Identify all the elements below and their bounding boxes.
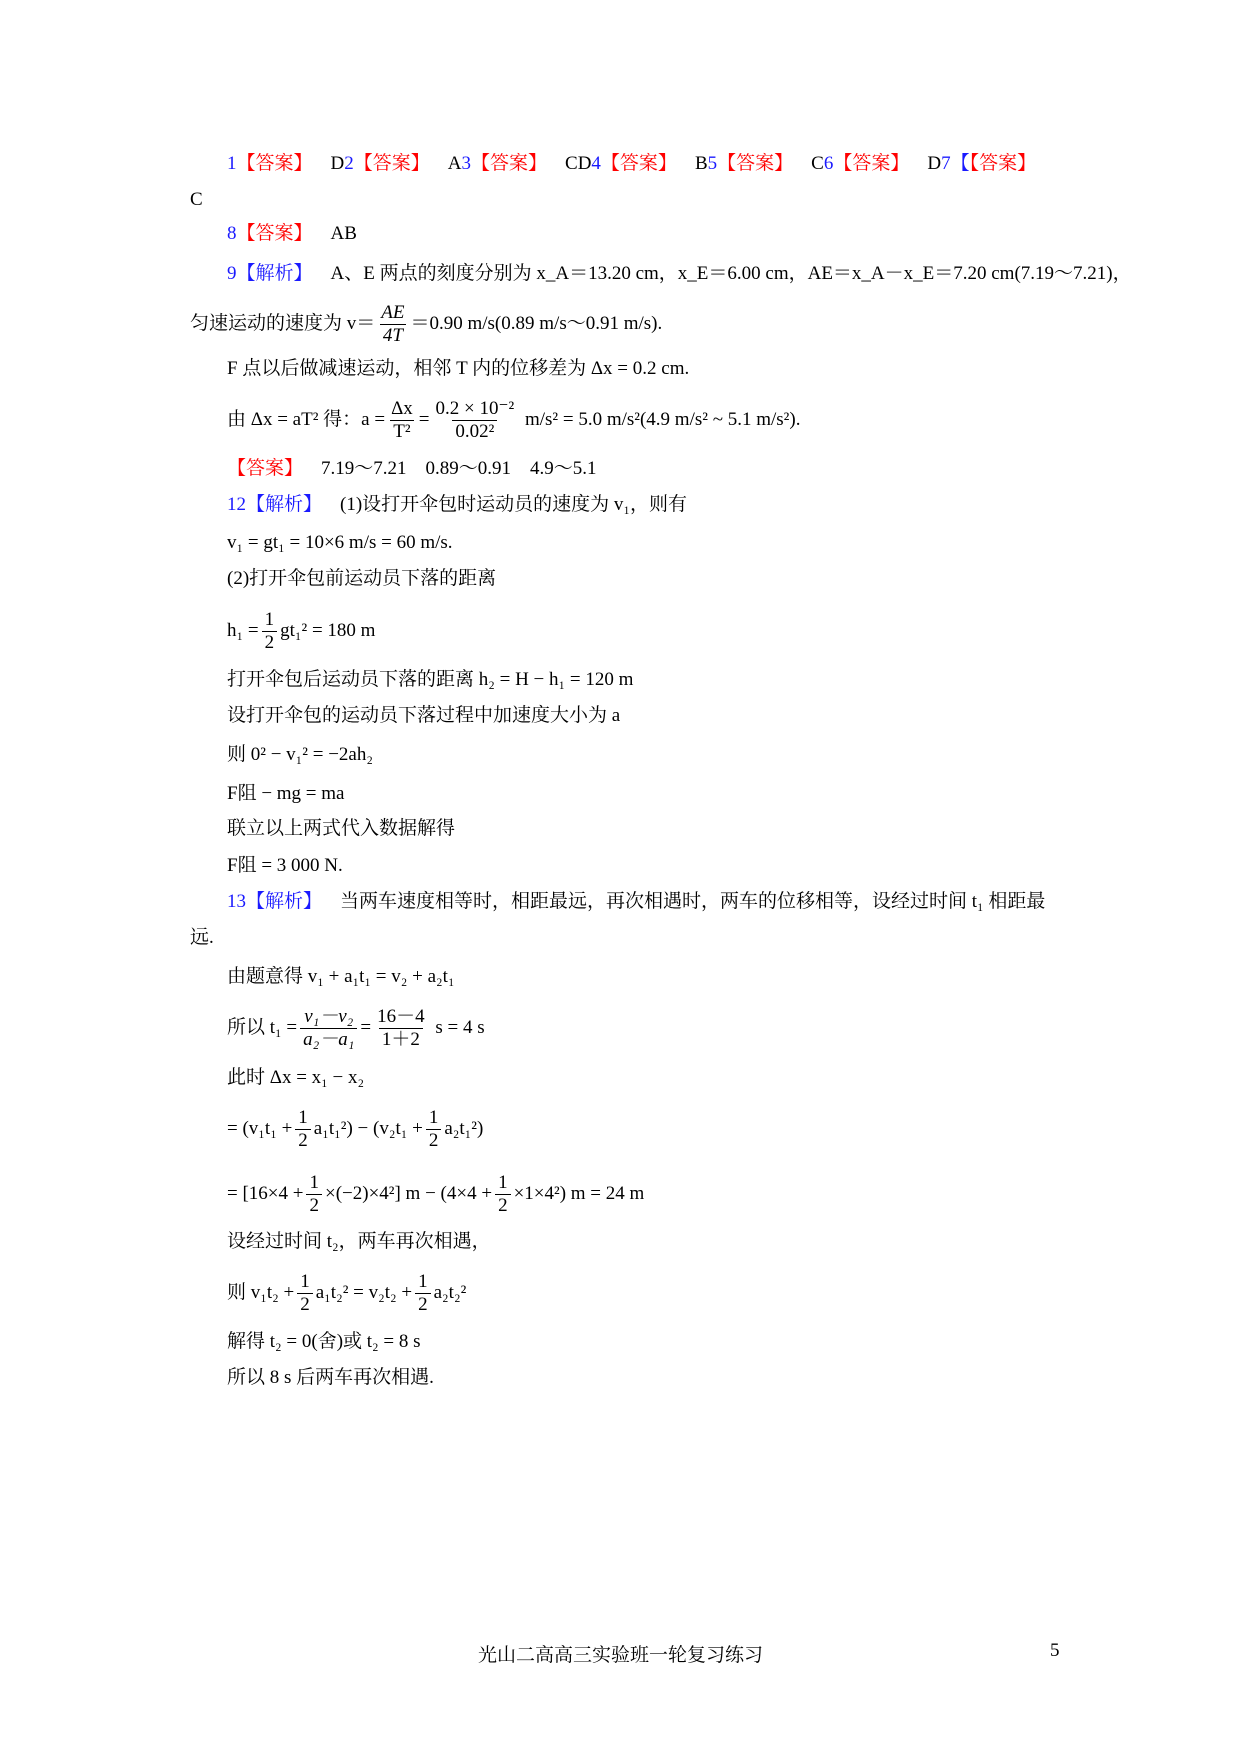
answer-value: D	[927, 153, 942, 174]
fraction	[426, 1107, 442, 1152]
numerator: 1	[428, 1107, 439, 1128]
q8-line	[227, 222, 357, 246]
denominator: 2	[426, 1129, 442, 1152]
text: ×(−2)×4²] m − (4×4 +	[324, 1182, 493, 1204]
numerator: Δx	[391, 398, 413, 419]
bracket: 【	[950, 153, 970, 174]
text: =	[418, 408, 430, 430]
answer-tag: 【答案】	[236, 153, 313, 174]
text: a₂t₁²)	[444, 1117, 484, 1139]
denominator: 2	[306, 1194, 322, 1217]
q12-intro	[227, 493, 687, 517]
denominator: T²	[390, 420, 413, 443]
q-num: 13	[227, 891, 246, 912]
fraction	[388, 398, 416, 443]
fraction	[378, 302, 407, 347]
fraction	[262, 609, 278, 654]
text: 由 Δx = aT² 得：a =	[227, 408, 386, 430]
q-num: 2	[344, 153, 354, 174]
text: 则 v₁t₂ +	[227, 1281, 295, 1303]
denominator: 2	[495, 1194, 511, 1217]
q13-l9: 所以 8 s 后两车再次相遇.	[227, 1367, 434, 1388]
q13-l4	[227, 1107, 483, 1152]
text: ＝0.90 m/s(0.89 m/s～0.91 m/s).	[410, 312, 663, 334]
fraction	[295, 1107, 311, 1152]
fraction	[374, 1006, 428, 1051]
answer-tag: 【答案】	[353, 153, 430, 174]
numerator: 1	[264, 609, 275, 630]
fraction	[495, 1172, 511, 1217]
answer-tag: 【答案】	[833, 153, 910, 174]
q13-l7	[227, 1271, 466, 1316]
numerator: 1	[418, 1271, 428, 1292]
numerator: AE	[381, 302, 405, 323]
analysis-tag: 【解析】	[236, 263, 313, 284]
q13-l8: 解得 t₂ = 0(舍)或 t₂ = 8 s	[227, 1331, 421, 1352]
q-num: 4	[591, 153, 601, 174]
fraction	[306, 1172, 322, 1217]
text: 匀速运动的速度为 v＝	[190, 312, 376, 334]
q12-l3	[227, 609, 375, 654]
fraction	[300, 1006, 357, 1051]
q13-intro-cont: 远.	[190, 927, 214, 948]
q13-intro	[227, 890, 1045, 914]
q-num: 9	[227, 263, 237, 284]
q12-l6: 则 0² − v₁² = −2ah₂	[227, 744, 373, 765]
answer-tag: 【答案】	[227, 458, 304, 479]
q-num: 1	[227, 153, 237, 174]
fraction	[297, 1271, 313, 1316]
analysis-tag: 【解析】	[246, 891, 323, 912]
q13-l2	[227, 1006, 485, 1051]
q13-l1: 由题意得 v₁ + a₁t₁ = v₂ + a₂t₁	[227, 966, 455, 987]
numerator: 1	[298, 1107, 308, 1128]
q9-line3: F 点以后做减速运动，相邻 T 内的位移差为 Δx = 0.2 cm.	[227, 358, 690, 379]
q12-l2: (2)打开伞包前运动员下落的距离	[227, 568, 497, 589]
answer-tag: 【答案】	[600, 153, 677, 174]
text: = [16×4 +	[227, 1182, 304, 1204]
q-num: 7	[941, 153, 951, 174]
answer-value: A	[447, 153, 462, 174]
q-num: 6	[823, 153, 834, 174]
fraction	[433, 398, 518, 443]
numerator: 0.2 × 10⁻²	[435, 398, 515, 419]
q-num: 5	[707, 153, 718, 174]
text: a₁t₂² = v₂t₂ +	[315, 1281, 413, 1303]
denominator: 4T	[380, 324, 406, 347]
q9-line1	[227, 262, 1132, 286]
q12-l4: 打开伞包后运动员下落的距离 h₂ = H − h₁ = 120 m	[227, 669, 634, 690]
q13-l5	[227, 1172, 644, 1217]
q12-l7: F阻 − mg = ma	[227, 783, 345, 804]
text: m/s² = 5.0 m/s²(4.9 m/s² ~ 5.1 m/s²).	[524, 408, 801, 430]
denominator: 1＋2	[379, 1028, 423, 1051]
text: s = 4 s	[435, 1016, 485, 1038]
text: A、E 两点的刻度分别为 x_A＝13.20 cm，x_E＝6.00 cm，AE＝x_A－x_E＝7.20 cm(7.19～7.21)，	[330, 263, 1132, 284]
numerator: 16－4	[377, 1006, 425, 1027]
q9-answer	[227, 457, 597, 481]
numerator: v₁－v₂	[304, 1006, 354, 1027]
text: a₁t₁²) − (v₂t₁ +	[313, 1117, 423, 1139]
numerator: 1	[498, 1172, 508, 1193]
text: a₂t₂²	[433, 1281, 467, 1303]
denominator: a₂－a₁	[300, 1028, 357, 1051]
answer-tag: 【答案】	[471, 153, 548, 174]
denominator: 2	[295, 1129, 311, 1152]
q-num: 8	[227, 223, 237, 244]
text: 所以 t₁ =	[227, 1016, 298, 1038]
numerator: 1	[300, 1271, 310, 1292]
q13-l3: 此时 Δx = x₁ − x₂	[227, 1067, 365, 1088]
answer-value: CD	[565, 153, 592, 174]
q9-line4	[227, 398, 800, 443]
text: (1)设打开伞包时运动员的速度为 v₁，则有	[340, 494, 688, 515]
q12-l5: 设打开伞包的运动员下落过程中加速度大小为 a	[227, 705, 621, 726]
text: 当两车速度相等时，相距最远，再次相遇时，两车的位移相等，设经过时间 t₁ 相距最	[340, 891, 1046, 912]
text: gt₁² = 180 m	[280, 619, 376, 641]
analysis-tag: 【解析】	[246, 494, 323, 515]
answer-tag: 【答案】	[236, 223, 313, 244]
answer-value: C	[811, 153, 824, 174]
q12-l1: v₁ = gt₁ = 10×6 m/s = 60 m/s.	[227, 532, 453, 553]
text: = (v₁t₁ +	[227, 1117, 293, 1139]
denominator: 2	[415, 1293, 431, 1316]
q12-l8: 联立以上两式代入数据解得	[227, 818, 456, 839]
footer-title: 光山二高高三实验班一轮复习练习	[477, 1645, 763, 1666]
text: ×1×4²) m = 24 m	[513, 1182, 645, 1204]
q7-answer: C	[190, 189, 203, 210]
q-num: 12	[227, 494, 246, 515]
answer-value: 7.19～7.21 0.89～0.91 4.9～5.1	[321, 458, 597, 479]
answer-value: D	[330, 153, 345, 174]
q12-l9: F阻 = 3 000 N.	[227, 855, 343, 876]
q-num: 3	[461, 153, 471, 174]
answer-tag: 【答案】	[717, 153, 794, 174]
answer-value: AB	[330, 223, 357, 244]
answer-value: B	[694, 153, 708, 174]
denominator: 2	[262, 631, 278, 654]
q9-line2	[190, 302, 662, 347]
denominator: 2	[297, 1293, 313, 1316]
q13-l6: 设经过时间 t₂，两车再次相遇，	[227, 1231, 491, 1252]
text: h₁ =	[227, 619, 259, 641]
answer-tag: 【答案】	[969, 153, 1037, 174]
page-number: 5	[1050, 1640, 1060, 1661]
denominator: 0.02²	[452, 420, 497, 443]
fraction	[415, 1271, 431, 1316]
answers-row	[227, 152, 1036, 176]
text: =	[360, 1016, 372, 1038]
numerator: 1	[309, 1172, 319, 1193]
